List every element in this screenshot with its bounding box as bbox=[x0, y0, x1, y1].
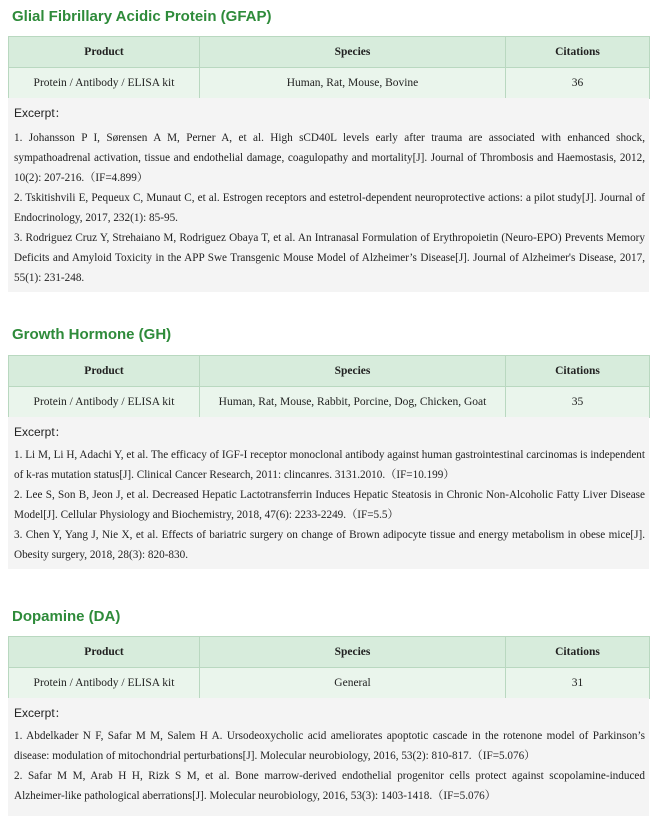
table-row bbox=[9, 68, 650, 99]
cell-species: Human, Rat, Mouse, Bovine bbox=[200, 68, 506, 99]
section-gh bbox=[8, 318, 649, 583]
table-row bbox=[9, 668, 650, 699]
cell-species: Human, Rat, Mouse, Rabbit, Porcine, Dog, Chicken, Goat bbox=[200, 387, 506, 418]
header-product: Product bbox=[9, 356, 200, 387]
cell-species: General bbox=[200, 668, 506, 699]
reference-list bbox=[14, 128, 645, 288]
reference-item: 3. Rodriguez Cruz Y, Strehaiano M, Rodriguez Obaya T, et al. An Intranasal Formulation of Erythropoietin (Neuro-EPO) Prevents Memory Deficits and Amyloid Toxicity in the APP Swe Transgenic Mouse Model of Alzheimer’s Disease[J]. Journal of Alzheimer's Disease, 2017, 55(1): 231-248. bbox=[14, 232, 645, 284]
cell-product: Protein / Antibody / ELISA kit bbox=[9, 668, 200, 699]
section-gfap bbox=[8, 0, 649, 300]
excerpt-box bbox=[8, 98, 649, 292]
excerpt-label: Excerpt： bbox=[14, 706, 67, 720]
reference-item: 2. Lee S, Son B, Jeon J, et al. Decreased Hepatic Lactotransferrin Induces Hepatic Steatosis in Chronic Non-Alcoholic Fatty Liver Disease Model[J]. Cellular Physiology and Biochemistry, 2018, 47(6): 2233-2249.（IF=5.5） bbox=[14, 489, 645, 521]
table-row bbox=[9, 387, 650, 418]
reference-list bbox=[14, 445, 645, 565]
table-header-row bbox=[9, 637, 650, 668]
table-header-row bbox=[9, 37, 650, 68]
header-citations: Citations bbox=[506, 37, 650, 68]
cell-citations: 31 bbox=[506, 668, 650, 699]
product-table bbox=[8, 355, 650, 418]
cell-citations: 35 bbox=[506, 387, 650, 418]
header-species: Species bbox=[200, 37, 506, 68]
reference-item: 1. Abdelkader N F, Safar M M, Salem H A. Ursodeoxycholic acid ameliorates apoptotic cascade in the rotenone model of Parkinson’s disease: modulation of mitochondrial perturbations[J]. Molecular neurobiology, 2016, 53(2): 810-817.（IF=5.076） bbox=[14, 730, 645, 762]
excerpt-label: Excerpt： bbox=[14, 425, 67, 439]
excerpt-box bbox=[8, 417, 649, 569]
header-product: Product bbox=[9, 637, 200, 668]
cell-citations: 36 bbox=[506, 68, 650, 99]
excerpt-box bbox=[8, 698, 649, 816]
cell-product: Protein / Antibody / ELISA kit bbox=[9, 68, 200, 99]
section-title: Growth Hormone (GH) bbox=[12, 326, 172, 343]
excerpt-label: Excerpt： bbox=[14, 106, 67, 120]
header-citations: Citations bbox=[506, 637, 650, 668]
section-title: Dopamine (DA) bbox=[12, 608, 121, 625]
header-species: Species bbox=[200, 356, 506, 387]
section-title: Glial Fibrillary Acidic Protein (GFAP) bbox=[12, 8, 272, 25]
reference-item: 1. Johansson P I, Sørensen A M, Perner A, et al. High sCD40L levels early after trauma are associated with enhanced shock, sympathoadrenal activation, tissue and endothelial damage, coagulopathy and mortality[J]. Journal of Thrombosis and Haemostasis, 2012, 10(2): 207-216.（IF=4.899） bbox=[14, 132, 645, 184]
header-product: Product bbox=[9, 37, 200, 68]
header-citations: Citations bbox=[506, 356, 650, 387]
section-da bbox=[8, 600, 649, 825]
header-species: Species bbox=[200, 637, 506, 668]
reference-list bbox=[14, 726, 645, 806]
reference-item: 3. Chen Y, Yang J, Nie X, et al. Effects of bariatric surgery on change of Brown adipocyte tissue and energy metabolism in obese mice[J]. Obesity surgery, 2018, 28(3): 820-830. bbox=[14, 529, 645, 561]
table-header-row bbox=[9, 356, 650, 387]
product-table bbox=[8, 36, 650, 99]
reference-item: 2. Tskitishvili E, Pequeux C, Munaut C, et al. Estrogen receptors and estetrol-dependent neuroprotective actions: a pilot study[J]. Journal of Endocrinology, 2017, 232(1): 85-95. bbox=[14, 192, 645, 224]
reference-item: 2. Safar M M, Arab H H, Rizk S M, et al. Bone marrow-derived endothelial progenitor cells protect against scopolamine-induced Alzheimer-like pathological aberrations[J]. Molecular neurobiology, 2016, 53(3): 1403-1418.（IF=5.076） bbox=[14, 770, 645, 802]
product-table bbox=[8, 636, 650, 699]
reference-item: 1. Li M, Li H, Adachi Y, et al. The efficacy of IGF-I receptor monoclonal antibody against human gastrointestinal carcinomas is independent of k-ras mutation status[J]. Clinical Cancer Research, 2011: clincanres. 3131.2010.（IF=10.199） bbox=[14, 449, 645, 481]
cell-product: Protein / Antibody / ELISA kit bbox=[9, 387, 200, 418]
